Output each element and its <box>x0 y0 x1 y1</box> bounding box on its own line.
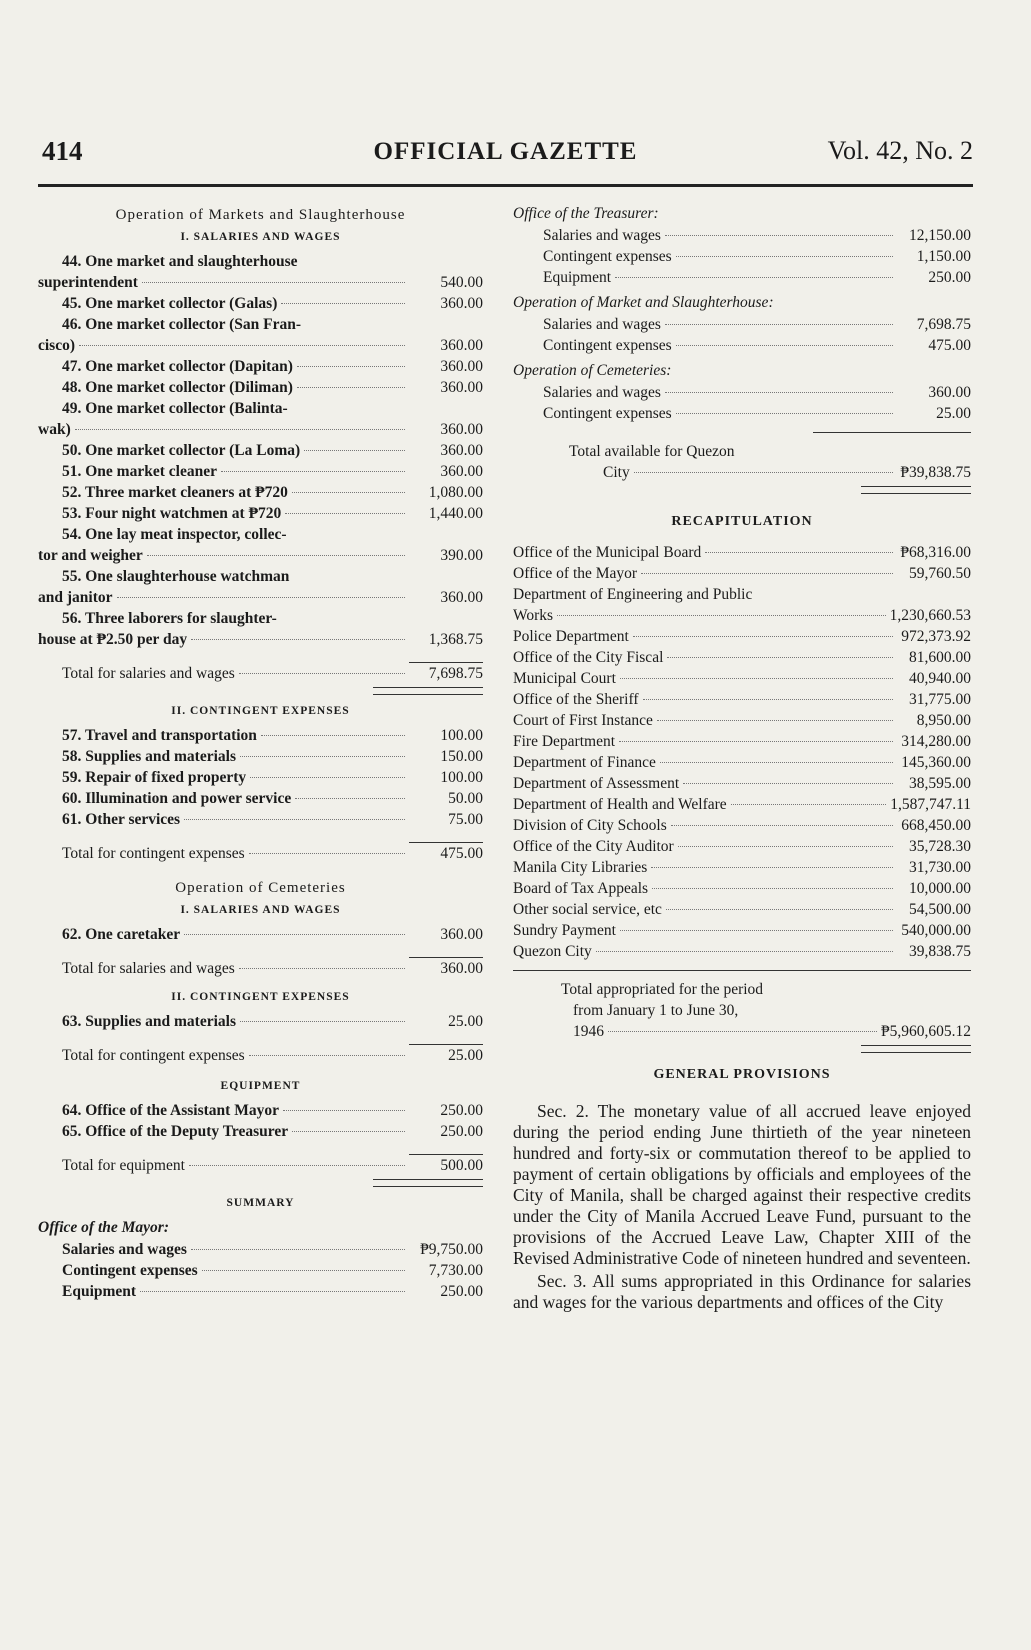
line-item: 54. One lay meat inspector, collec- <box>62 526 287 543</box>
amount: 31,775.00 <box>909 691 971 708</box>
line-item: 46. One market collector (San Fran- <box>62 316 302 333</box>
cem-contingent-heading: II. CONTINGENT EXPENSES <box>171 991 350 1003</box>
double-rule <box>373 687 483 695</box>
recap-heading: RECAPITULATION <box>671 514 813 529</box>
double-rule <box>861 486 971 494</box>
line-item: Division of City Schools 668,450.00 <box>513 817 971 834</box>
salaries-total: Total for salaries and wages 7,698.75 <box>38 662 483 684</box>
line-item: Salaries and wages 7,698.75 <box>543 316 971 333</box>
header-rule <box>38 184 973 187</box>
equipment-list <box>38 1100 483 1142</box>
amount: 59,760.50 <box>909 565 971 582</box>
amount: 54,500.00 <box>909 901 971 918</box>
amount: 150.00 <box>440 748 483 765</box>
summary-office: Office of the Mayor: <box>38 1219 170 1236</box>
amount: 39,838.75 <box>909 943 971 960</box>
double-rule <box>861 1045 971 1053</box>
amount: 360.00 <box>440 379 483 396</box>
line-item-continued: wak) 360.00 <box>38 421 483 438</box>
line-item: Contingent expenses 25.00 <box>543 405 971 422</box>
line-item: Salaries and wages 12,150.00 <box>543 227 971 244</box>
total-appropriated: 1946 ₱5,960,605.12 <box>573 1023 971 1040</box>
line-item: Manila City Libraries 31,730.00 <box>513 859 971 876</box>
amount: 360.00 <box>440 589 483 606</box>
line-item: Office of the Sheriff 31,775.00 <box>513 691 971 708</box>
amount: 314,280.00 <box>901 733 971 750</box>
amount: 1,150.00 <box>916 248 971 265</box>
line-item: Contingent expenses 1,150.00 <box>543 248 971 265</box>
amount: 12,150.00 <box>909 227 971 244</box>
amount: 360.00 <box>440 421 483 438</box>
line-item: 65. Office of the Deputy Treasurer 250.00 <box>62 1123 483 1140</box>
amount: 540,000.00 <box>901 922 971 939</box>
line-item: 62. One caretaker 360.00 <box>62 926 483 943</box>
line-item: 58. Supplies and materials 150.00 <box>62 748 483 765</box>
recap-list <box>513 542 971 962</box>
line-item: Police Department 972,373.92 <box>513 628 971 645</box>
line-item: Office of the Mayor 59,760.50 <box>513 565 971 582</box>
total-rule <box>813 432 971 433</box>
amount: 360.00 <box>440 295 483 312</box>
amount: 250.00 <box>440 1123 483 1140</box>
line-item-continued: cisco) 360.00 <box>38 337 483 354</box>
line-item: 45. One market collector (Galas) 360.00 <box>62 295 483 312</box>
line-item: 60. Illumination and power service 50.00 <box>62 790 483 807</box>
amount: 35,728.30 <box>909 838 971 855</box>
contingent-list <box>38 725 483 830</box>
page-number: 414 <box>42 136 83 166</box>
amount: 1,440.00 <box>428 505 483 522</box>
line-item: Salaries and wages ₱9,750.00 <box>62 1241 483 1258</box>
cem-salaries-total: Total for salaries and wages 360.00 <box>38 957 483 979</box>
section-title-cemeteries: Operation of Cemeteries <box>175 880 346 896</box>
line-item-continued: house at ₱2.50 per day 1,368.75 <box>38 631 483 648</box>
amount: 360.00 <box>440 926 483 943</box>
cem-contingent-total: Total for contingent expenses 25.00 <box>38 1044 483 1066</box>
section-3-text: Sec. 3. All sums appropriated in this Ordinance for salaries and wages for the various departments and offices of the City <box>513 1271 971 1312</box>
line-item: Contingent expenses 7,730.00 <box>62 1262 483 1279</box>
cem-salaries-heading: I. SALARIES AND WAGES <box>180 904 341 916</box>
total-available-line1: Total available for Quezon <box>569 443 735 460</box>
line-item: 57. Travel and transportation 100.00 <box>62 727 483 744</box>
line-item: 63. Supplies and materials 25.00 <box>62 1013 483 1030</box>
recap-rule <box>513 970 971 971</box>
line-item: 50. One market collector (La Loma) 360.00 <box>62 442 483 459</box>
treasurer-list <box>513 225 971 288</box>
volume-number: Vol. 42, No. 2 <box>827 136 973 165</box>
treasurer-heading: Office of the Treasurer: <box>513 205 659 222</box>
line-item: Department of Health and Welfare 1,587,747.11 <box>513 796 971 813</box>
line-item: 47. One market collector (Dapitan) 360.00 <box>62 358 483 375</box>
line-item: Salaries and wages 360.00 <box>543 384 971 401</box>
line-item: Other social service, etc 54,500.00 <box>513 901 971 918</box>
amount: 972,373.92 <box>901 628 971 645</box>
line-item: 56. Three laborers for slaughter- <box>62 610 277 627</box>
amount: 1,368.75 <box>428 631 483 648</box>
equipment-total: Total for equipment 500.00 <box>38 1154 483 1176</box>
line-item: 49. One market collector (Balinta- <box>62 400 288 417</box>
line-item: 44. One market and slaughterhouse <box>62 253 298 270</box>
total-available: City ₱39,838.75 <box>603 464 971 481</box>
contingent-total: Total for contingent expenses 475.00 <box>38 842 483 864</box>
amount: ₱68,316.00 <box>900 544 971 561</box>
line-item: 61. Other services 75.00 <box>62 811 483 828</box>
amount: ₱9,750.00 <box>420 1241 483 1258</box>
summary-heading: SUMMARY <box>226 1197 295 1209</box>
line-item: Department of Assessment 38,595.00 <box>513 775 971 792</box>
cemeteries-list <box>513 382 971 424</box>
line-item: Court of First Instance 8,950.00 <box>513 712 971 729</box>
line-item: 59. Repair of fixed property 100.00 <box>62 769 483 786</box>
amount: 25.00 <box>936 405 971 422</box>
line-item: Department of Finance 145,360.00 <box>513 754 971 771</box>
cem-contingent-list <box>38 1011 483 1032</box>
line-item: 64. Office of the Assistant Mayor 250.00 <box>62 1102 483 1119</box>
amount: 145,360.00 <box>901 754 971 771</box>
total-appropriated-line1: Total appropriated for the period <box>561 981 764 998</box>
line-item: Contingent expenses 475.00 <box>543 337 971 354</box>
amount: 100.00 <box>440 727 483 744</box>
amount: 81,600.00 <box>909 649 971 666</box>
salaries-list <box>38 251 483 650</box>
amount: 360.00 <box>440 442 483 459</box>
market-list <box>513 314 971 356</box>
amount: 75.00 <box>448 811 483 828</box>
line-item-continued: Works 1,230,660.53 <box>513 607 971 624</box>
amount: 540.00 <box>440 274 483 291</box>
amount: 360.00 <box>440 358 483 375</box>
amount: 40,940.00 <box>909 670 971 687</box>
amount: 7,698.75 <box>916 316 971 333</box>
line-item: Equipment 250.00 <box>543 269 971 286</box>
amount: 1,230,660.53 <box>889 607 971 624</box>
line-item: Department of Engineering and Public <box>513 586 753 603</box>
summary-list <box>38 1239 483 1302</box>
amount: 360.00 <box>928 384 971 401</box>
amount: 668,450.00 <box>901 817 971 834</box>
line-item: Office of the City Auditor 35,728.30 <box>513 838 971 855</box>
amount: 250.00 <box>440 1102 483 1119</box>
publication-title: OFFICIAL GAZETTE <box>373 138 638 165</box>
line-item: Fire Department 314,280.00 <box>513 733 971 750</box>
line-item: Quezon City 39,838.75 <box>513 943 971 960</box>
right-column <box>513 203 971 1313</box>
line-item: 51. One market cleaner 360.00 <box>62 463 483 480</box>
line-item: Municipal Court 40,940.00 <box>513 670 971 687</box>
amount: 31,730.00 <box>909 859 971 876</box>
line-item: 48. One market collector (Diliman) 360.00 <box>62 379 483 396</box>
amount: 10,000.00 <box>909 880 971 897</box>
amount: 250.00 <box>440 1283 483 1300</box>
contingent-heading: II. CONTINGENT EXPENSES <box>171 705 350 717</box>
amount: 50.00 <box>448 790 483 807</box>
amount: 360.00 <box>440 463 483 480</box>
amount: 475.00 <box>928 337 971 354</box>
line-item: Board of Tax Appeals 10,000.00 <box>513 880 971 897</box>
cem-salaries-list <box>38 924 483 945</box>
double-rule <box>373 1179 483 1187</box>
salaries-heading: I. SALARIES AND WAGES <box>180 231 341 243</box>
line-item: Office of the City Fiscal 81,600.00 <box>513 649 971 666</box>
amount: 1,080.00 <box>428 484 483 501</box>
amount: 390.00 <box>440 547 483 564</box>
total-appropriated-line2: from January 1 to June 30, <box>573 1002 739 1019</box>
line-item-continued: superintendent 540.00 <box>38 274 483 291</box>
line-item: Office of the Municipal Board ₱68,316.00 <box>513 544 971 561</box>
line-item-continued: and janitor 360.00 <box>38 589 483 606</box>
cemeteries-heading: Operation of Cemeteries: <box>513 362 672 379</box>
line-item: 55. One slaughterhouse watchman <box>62 568 290 585</box>
amount: 38,595.00 <box>909 775 971 792</box>
amount: 25.00 <box>448 1013 483 1030</box>
line-item: Sundry Payment 540,000.00 <box>513 922 971 939</box>
left-column <box>38 203 483 1302</box>
line-item: 52. Three market cleaners at ₱720 1,080.00 <box>62 484 483 501</box>
amount: 1,587,747.11 <box>890 796 971 813</box>
amount: 100.00 <box>440 769 483 786</box>
equipment-heading: EQUIPMENT <box>220 1080 301 1092</box>
line-item: Equipment 250.00 <box>62 1283 483 1300</box>
amount: 7,730.00 <box>428 1262 483 1279</box>
market-heading: Operation of Market and Slaughterhouse: <box>513 294 774 311</box>
section-2-text: Sec. 2. The monetary value of all accrued leave enjoyed during the period ending June thirtieth of the year nineteen hundred and forty-six or commutation thereof to be applied to payment of certain obligations by officials and employees of the City of Manila, shall be charged against their respective credits under the City of Manila Accrued Leave Fund, pursuant to the provisions of the Accrued Leave Law, Chapter XIII of the Revised Administrative Code of nineteen hundred and seventeen. <box>513 1101 971 1268</box>
section-title-markets: Operation of Markets and Slaughterhouse <box>115 207 406 223</box>
line-item-continued: tor and weigher 390.00 <box>38 547 483 564</box>
amount: 8,950.00 <box>916 712 971 729</box>
page-header <box>38 136 973 176</box>
amount: 250.00 <box>928 269 971 286</box>
amount: 360.00 <box>440 337 483 354</box>
general-provisions-heading: GENERAL PROVISIONS <box>653 1067 831 1082</box>
line-item: 53. Four night watchmen at ₱720 1,440.00 <box>62 505 483 522</box>
